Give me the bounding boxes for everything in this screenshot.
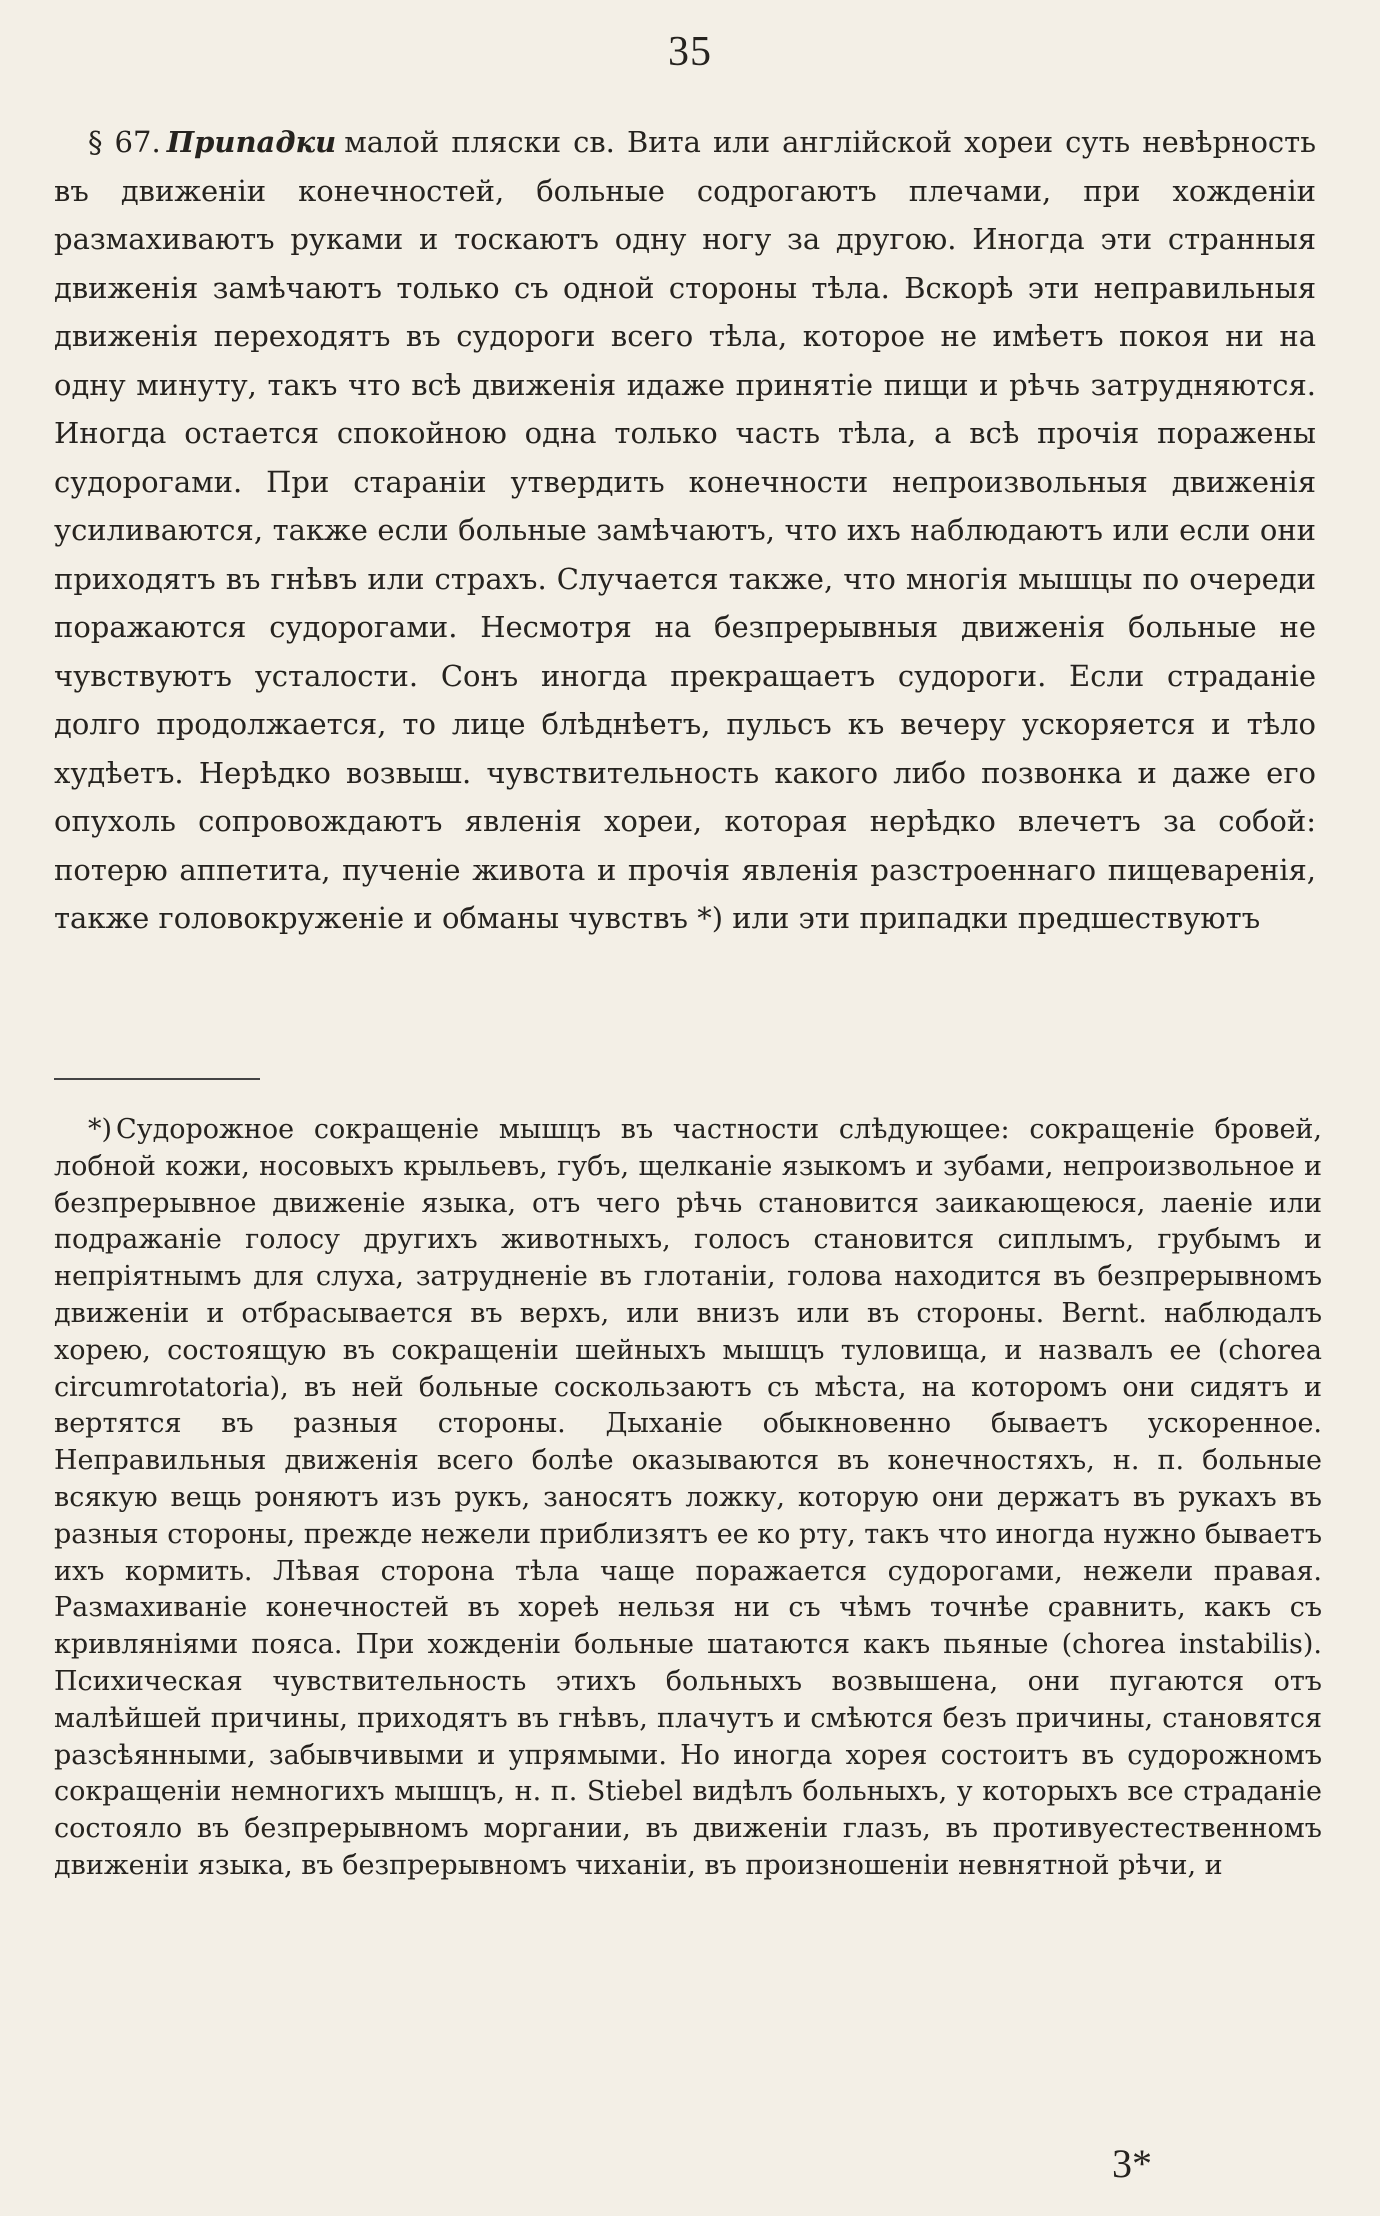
page-number: 35 <box>668 29 712 75</box>
paragraph-term: Припадки <box>166 125 337 159</box>
footnote-paragraph <box>54 1112 1322 1885</box>
footnote <box>54 1112 1322 1885</box>
main-paragraph <box>54 118 1316 943</box>
paragraph-67 <box>54 118 1316 943</box>
footnote-marker: *) <box>88 1114 113 1145</box>
paragraph-label: § 67. <box>88 125 161 159</box>
signature-mark: 3* <box>1112 2141 1152 2186</box>
footnote-text: Судорожное сокращеніе мышцъ въ частности слѣдующее: сокращеніе бровей, лобной кожи, носовыхъ крыльевъ, губъ, щелканіе языкомъ и зубами, непроизвольное и безпрерывное движеніе языка, отъ чего рѣчь становится заикающеюся, лаеніе или подражаніе голосу другихъ животныхъ, голосъ становится сиплымъ, грубымъ и непріятнымъ для слуха, затрудненіе въ глотаніи, голова находится въ безпрерывномъ движеніи и отбрасывается въ верхъ, или внизъ или въ стороны. Bernt. наблюдалъ хорею, состоящую въ сокращеніи шейныхъ мышцъ туловища, и назвалъ ее (chorea circumrotatoria), въ ней больные соскользаютъ съ мѣста, на которомъ они сидятъ и вертятся въ разныя стороны. Дыханіе обыкновенно бываетъ ускоренное. Неправильныя движенія всего болѣе оказываются въ конечностяхъ, н. п. больные всякую вещь роняютъ изъ рукъ, заносятъ ложку, которую они держатъ въ рукахъ въ разныя стороны, прежде нежели приблизятъ ее ко рту, такъ что иногда нужно бываетъ ихъ кормить. Лѣвая сторона тѣла чаще поражается судорогами, нежели правая. Размахиваніе конечностей въ хореѣ нельзя ни съ чѣмъ точнѣе сравнить, какъ съ кривляніями пояса. При хожденіи больные шатаются какъ пьяные (chorea instabilis). Психическая чувствительность этихъ больныхъ возвышена, они пугаются отъ малѣйшей причины, приходятъ въ гнѣвъ, плачутъ и смѣются безъ причины, становятся разсѣянными, забывчивыми и упрямыми. Но иногда хорея состоитъ въ судорожномъ сокращеніи немногихъ мышцъ, н. п. Stiebel видѣлъ больныхъ, у которыхъ все страданіе состояло въ безпрерывномъ моргании, въ движеніи глазъ, въ противуестественномъ движеніи языка, въ безпрерывномъ чиханіи, въ произношеніи невнятной рѣчи, и <box>54 1114 1322 1881</box>
paragraph-body: малой пляски св. Вита или англійской хореи суть невѣрность въ движеніи конечностей, больные содрогаютъ плечами, при хожденіи размахиваютъ руками и тоскаютъ одну ногу за другою. Иногда эти странныя движенія замѣчаютъ только съ одной стороны тѣла. Вскорѣ эти неправильныя движенія переходятъ въ судороги всего тѣла, которое не имѣетъ покоя ни на одну минуту, такъ что всѣ движенія идаже принятіе пищи и рѣчь затрудняются. Иногда остается спокойною одна только часть тѣла, а всѣ прочія поражены судорогами. При стараніи утвердить конечности непроизвольныя движенія усиливаются, также если больные замѣчаютъ, что ихъ наблюдаютъ или если они приходятъ въ гнѣвъ или страхъ. Случается также, что многія мышцы по очереди поражаются судорогами. Несмотря на безпрерывныя движенія больные не чувствуютъ усталости. Сонъ иногда прекращаетъ судороги. Если страданіе долго продолжается, то лице блѣднѣетъ, пульсъ къ вечеру ускоряется и тѣло худѣетъ. Нерѣдко возвыш. чувствительность какого либо позвонка и даже его опухоль сопровождаютъ явленія хореи, которая нерѣдко влечетъ за собой: потерю аппетита, пученіе живота и прочія явленія разстроеннаго пищеваренія, также головокруженіе и обманы чувствъ *) или эти припадки предшествуютъ <box>54 125 1316 935</box>
footnote-separator <box>54 1078 260 1080</box>
